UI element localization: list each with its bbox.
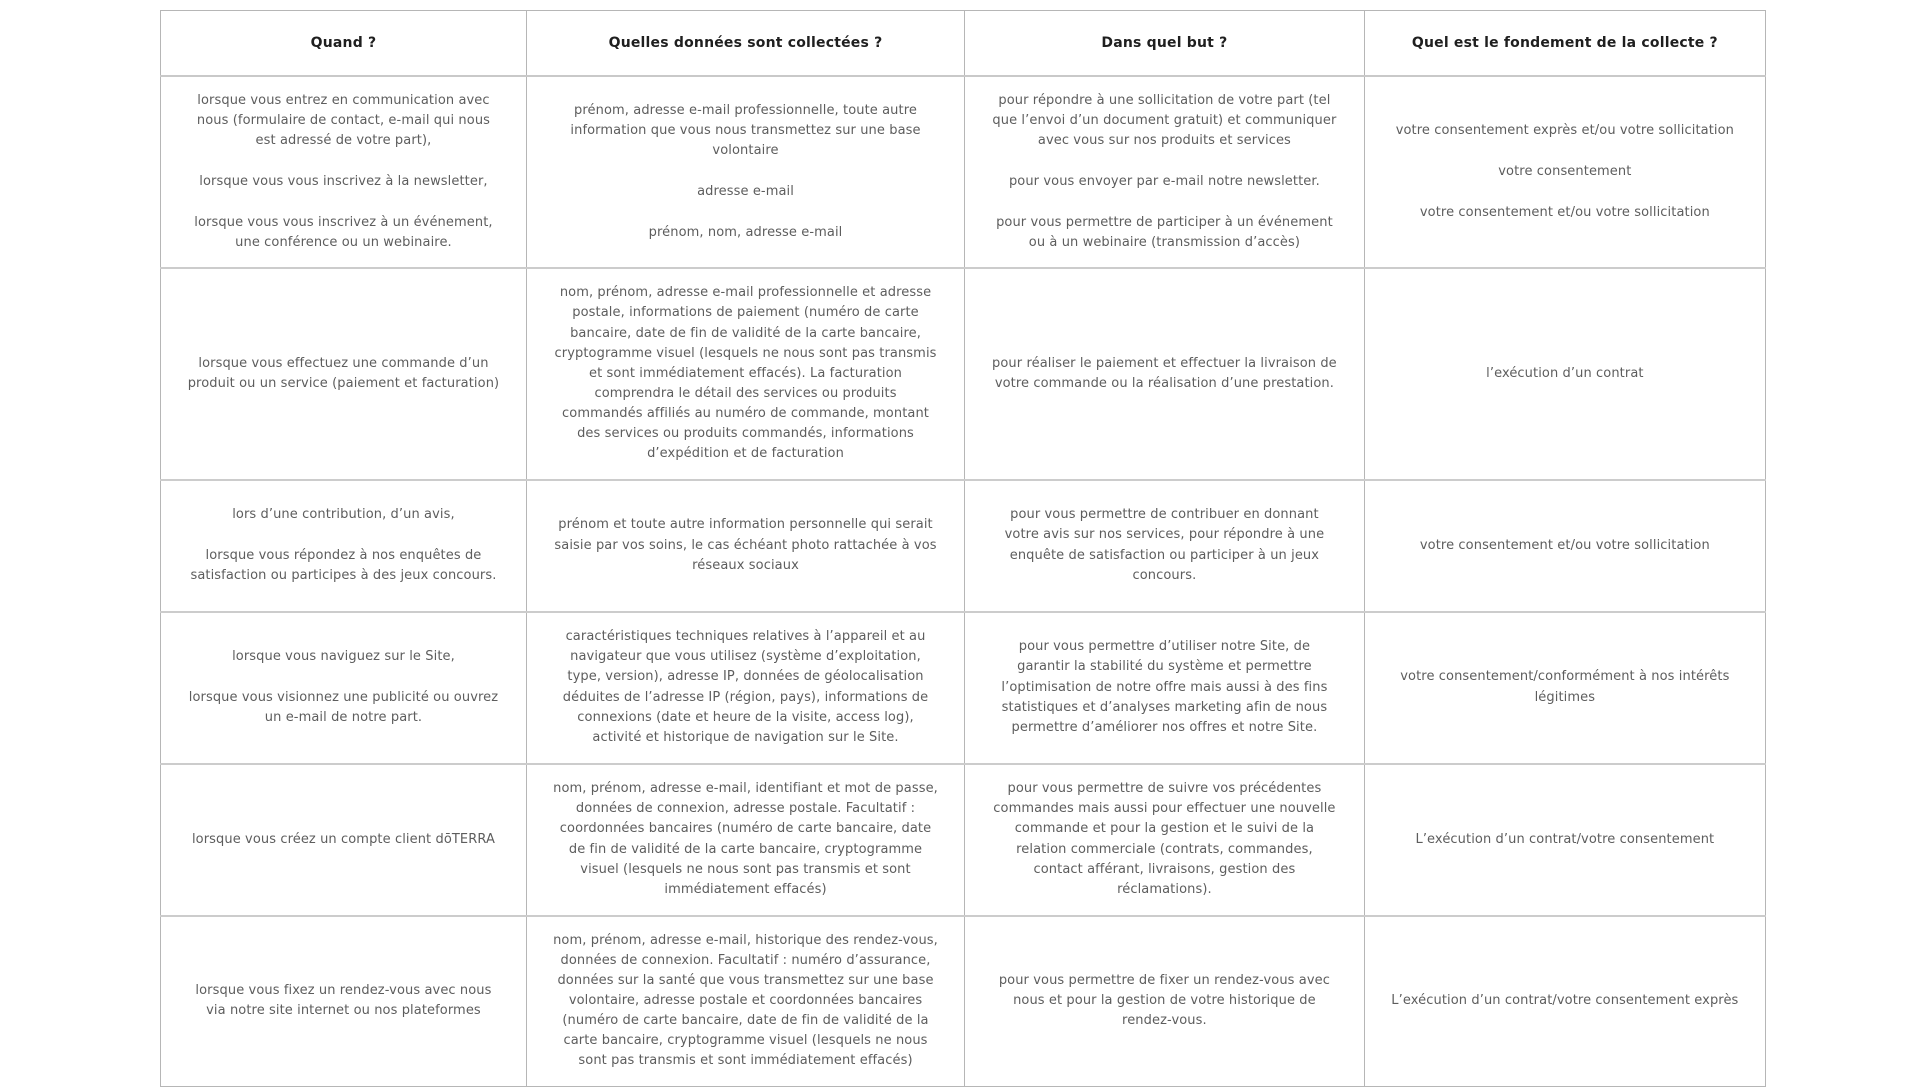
table-cell	[1364, 480, 1765, 612]
table-cell	[1364, 916, 1765, 1086]
cell-paragraph: lorsque vous répondez à nos enquêtes de satisfaction ou participes à des jeux concours.	[190, 548, 497, 584]
table-cell	[161, 916, 527, 1086]
table-cell	[161, 268, 527, 479]
table-cell	[965, 612, 1365, 764]
table-row	[161, 480, 1766, 612]
cell-paragraph: votre consentement	[1498, 163, 1632, 179]
cell-paragraph: nom, prénom, adresse e-mail, historique des rendez-vous, données de connexion. Facultatif : numéro d’assurance, données sur la santé que vous transmettez sur une base volontaire, adresse postale et coordonnées bancaires (numéro de carte bancaire, date de fin de validité de la carte bancaire, cryptogramme visuel (lesquels ne nous sont pas transmis et sont immédiatement effacés)	[553, 932, 938, 1069]
table-cell	[965, 76, 1365, 269]
cell-paragraph: lorsque vous visionnez une publicité ou ouvrez un e-mail de notre part.	[188, 690, 499, 726]
cell-paragraph: votre consentement et/ou votre sollicitation	[1419, 204, 1710, 220]
table-cell	[965, 480, 1365, 612]
cell-paragraph: pour réaliser le paiement et effectuer la livraison de votre commande ou la réalisation d’une prestation.	[992, 355, 1337, 391]
table-cell	[965, 764, 1365, 916]
table-cell	[526, 480, 964, 612]
table-cell	[161, 76, 527, 269]
cell-paragraph: prénom, nom, adresse e-mail	[648, 225, 843, 241]
table-row	[161, 612, 1766, 764]
table-cell	[1364, 268, 1765, 479]
table-cell	[161, 764, 527, 916]
cell-paragraph: prénom, adresse e-mail professionnelle, toute autre information que vous nous transmettez sur une base volontaire	[570, 102, 921, 158]
cell-paragraph: L’exécution d’un contrat/votre consentement	[1415, 831, 1715, 847]
table-cell	[1364, 764, 1765, 916]
cell-paragraph: lorsque vous fixez un rendez-vous avec nous via notre site internet ou nos plateformes	[195, 982, 492, 1019]
table-row	[161, 268, 1766, 479]
table-row	[161, 916, 1766, 1086]
cell-paragraph: pour vous permettre de suivre vos précédentes commandes mais aussi pour effectuer une nouvelle commande et pour la gestion et le suivi de la relation commerciale (contrats, commandes, contact afférant, livraisons, gestion des réclamations).	[993, 781, 1336, 897]
table-cell	[965, 268, 1365, 479]
table-row	[161, 76, 1766, 269]
table-cell	[526, 612, 964, 764]
table-header	[161, 11, 1766, 76]
cell-paragraph: lorsque vous vous inscrivez à la newsletter,	[199, 173, 488, 189]
header-quand: Quand ?	[161, 11, 527, 76]
cell-paragraph: l’exécution d’un contrat	[1486, 365, 1644, 381]
cell-paragraph: votre consentement et/ou votre sollicitation	[1419, 537, 1710, 553]
cell-paragraph: lorsque vous créez un compte client dōTERRA	[191, 831, 495, 847]
cell-paragraph: nom, prénom, adresse e-mail professionnelle et adresse postale, informations de paiement (numéro de carte bancaire, date de fin de validité de la carte bancaire, cryptogramme visuel (lesquels ne nous sont pas transmis et sont immédiatement effacés). La facturation comprendra le détail des services ou produits commandés affiliés au numéro de commande, montant des services ou produits commandés, informations d’expédition et de facturation	[554, 285, 937, 462]
table-cell	[161, 480, 527, 612]
header-donnees-collectees: Quelles données sont collectées ?	[526, 11, 964, 76]
cell-paragraph: lorsque vous naviguez sur le Site,	[232, 648, 455, 664]
cell-paragraph: caractéristiques techniques relatives à l’appareil et au navigateur que vous utilisez (système d’exploitation, type, version), adresse IP, données de géolocalisation déduites de l’adresse IP (région, pays), informations de connexions (date et heure de la visite, access log), activité et historique de navigation sur le Site.	[562, 629, 929, 745]
cell-paragraph: nom, prénom, adresse e-mail, identifiant et mot de passe, données de connexion, adresse postale. Facultatif : coordonnées bancaires (numéro de carte bancaire, date de fin de validité de la carte bancaire, cryptogramme visuel (lesquels ne nous sont pas transmis et sont immédiatement effacés)	[553, 781, 938, 897]
table-cell	[965, 916, 1365, 1086]
table-cell	[161, 612, 527, 764]
table-cell	[526, 764, 964, 916]
cell-paragraph: pour vous permettre de fixer un rendez-vous avec nous et pour la gestion de votre historique de rendez-vous.	[998, 972, 1330, 1029]
cell-paragraph: lorsque vous vous inscrivez à un événement, une conférence ou un webinaire.	[194, 215, 493, 251]
header-row	[161, 11, 1766, 76]
cell-paragraph: adresse e-mail	[697, 183, 794, 199]
table-cell	[1364, 612, 1765, 764]
cell-paragraph: pour vous permettre de contribuer en donnant votre avis sur nos services, pour répondre à une enquête de satisfaction ou participer à un jeux concours.	[1004, 507, 1325, 583]
cell-paragraph: prénom et toute autre information personnelle qui serait saisie par vos soins, le cas échéant photo rattachée à vos réseaux sociaux	[554, 517, 937, 573]
cell-paragraph: pour vous permettre d’utiliser notre Site, de garantir la stabilité du système et permettre l’optimisation de notre offre mais aussi à des fins statistiques et d’analyses marketing afin de nous permettre d’améliorer nos offres et notre Site.	[1001, 639, 1328, 735]
header-dans-quel-but: Dans quel but ?	[965, 11, 1365, 76]
cell-paragraph: pour vous permettre de participer à un événement ou à un webinaire (transmission d’accès)	[996, 215, 1333, 251]
table-row	[161, 764, 1766, 916]
data-collection-table	[160, 10, 1766, 1087]
table-cell	[526, 76, 964, 269]
cell-paragraph: votre consentement/conformément à nos intérêts légitimes	[1400, 669, 1730, 705]
table-cell	[1364, 76, 1765, 269]
table-cell	[526, 916, 964, 1086]
table-body	[161, 76, 1766, 1087]
cell-paragraph: pour répondre à une sollicitation de votre part (tel que l’envoi d’un document gratuit) et communiquer avec vous sur nos produits et services	[992, 92, 1337, 148]
cell-paragraph: lors d’une contribution, d’un avis,	[232, 506, 455, 522]
table-cell	[526, 268, 964, 479]
header-fondement-collecte: Quel est le fondement de la collecte ?	[1364, 11, 1765, 76]
cell-paragraph: L’exécution d’un contrat/votre consentement exprès	[1391, 993, 1739, 1009]
cell-paragraph: pour vous envoyer par e-mail notre newsletter.	[1008, 173, 1320, 189]
cell-paragraph: lorsque vous entrez en communication avec nous (formulaire de contact, e-mail qui nous est adressé de votre part),	[196, 92, 491, 148]
cell-paragraph: votre consentement exprès et/ou votre sollicitation	[1395, 122, 1735, 138]
cell-paragraph: lorsque vous effectuez une commande d’un produit ou un service (paiement et facturation)	[187, 355, 500, 391]
